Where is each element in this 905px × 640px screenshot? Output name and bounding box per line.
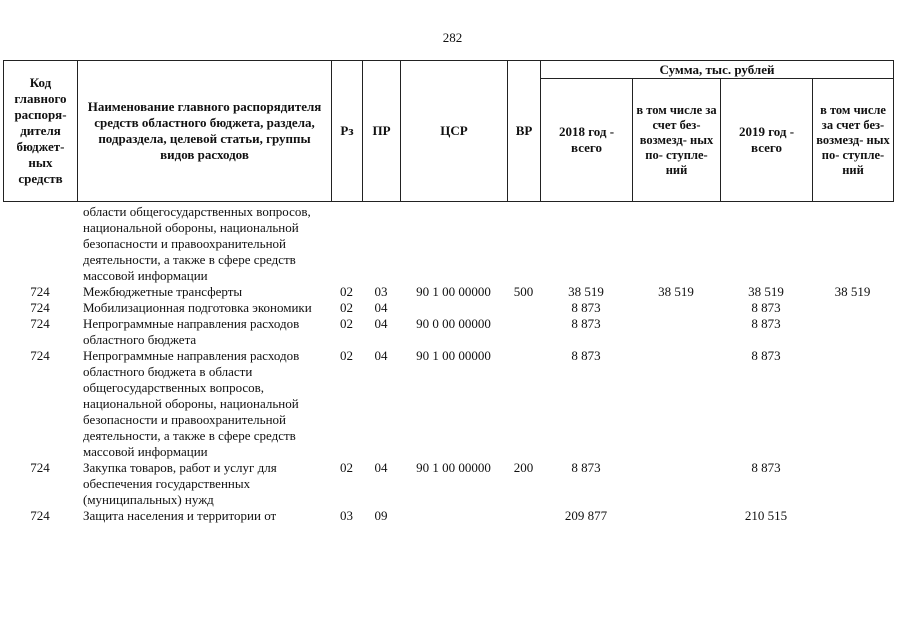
- cell-csr: [400, 204, 507, 284]
- cell-vr: 500: [513, 284, 534, 299]
- header-2018-incl: в том числе за счет без- возмезд- ных по- ступле- ний: [633, 79, 721, 202]
- header-2019: 2019 год - всего: [721, 79, 813, 202]
- cell-code: [3, 204, 77, 284]
- cell-rz: 02: [340, 316, 353, 331]
- cell-csr: 90 1 00 00000: [416, 348, 491, 363]
- cell-2019-incl: [812, 508, 893, 524]
- cell-pr: [362, 204, 400, 284]
- cell-2019-incl: [812, 460, 893, 508]
- cell-code: 724: [30, 316, 50, 331]
- cell-pr: 04: [374, 300, 388, 315]
- cell-csr: [400, 300, 507, 316]
- cell-csr: 90 1 00 00000: [416, 284, 491, 299]
- cell-2018: 8 873: [571, 460, 601, 475]
- cell-vr: [507, 300, 540, 316]
- header-name: Наименование главного распорядителя средств областного бюджета, раздела, подраздела, целевой статьи, группы видов расходов: [78, 61, 332, 202]
- cell-rz: [331, 204, 362, 284]
- cell-2018-incl: [632, 300, 720, 316]
- header-2018: 2018 год - всего: [541, 79, 633, 202]
- cell-name: Защита населения и территории от: [83, 508, 277, 523]
- cell-2018-incl: [632, 460, 720, 508]
- table-row: [3, 316, 893, 348]
- cell-name: области общегосударственных вопросов, национальной обороны, национальной безопасности и правоохранительной деятельности, а также в сфере средств массовой информации: [83, 204, 311, 283]
- cell-code: 724: [30, 300, 50, 315]
- cell-code: 724: [30, 508, 50, 523]
- cell-2019-incl: [812, 300, 893, 316]
- table-row: [3, 204, 893, 284]
- cell-pr: 04: [374, 460, 388, 475]
- header-code: Код главного распоря- дителя бюджет- ных средств: [4, 61, 78, 202]
- table-header: [3, 60, 894, 202]
- cell-vr: [507, 204, 540, 284]
- cell-rz: 02: [340, 284, 353, 299]
- cell-2018: 8 873: [571, 348, 601, 363]
- table-row: [3, 508, 893, 524]
- cell-2018: 38 519: [568, 284, 604, 299]
- cell-vr: [507, 348, 540, 460]
- cell-code: 724: [30, 348, 50, 363]
- header-rz: Рз: [332, 61, 363, 202]
- table-row: [3, 460, 893, 508]
- cell-csr: 90 0 00 00000: [416, 316, 491, 331]
- cell-pr: 04: [374, 316, 388, 331]
- cell-2018: 8 873: [571, 300, 601, 315]
- cell-2019-incl: 38 519: [834, 284, 871, 299]
- cell-rz: 02: [340, 300, 353, 315]
- cell-name: Непрограммные направления расходов областного бюджета: [83, 316, 300, 347]
- cell-2019: [720, 204, 812, 284]
- cell-name: Мобилизационная подготовка экономики: [83, 300, 312, 315]
- cell-name: Межбюджетные трансферты: [83, 284, 243, 299]
- table-row: [3, 284, 893, 300]
- cell-pr: 04: [374, 348, 388, 363]
- cell-2019: 8 873: [751, 348, 781, 363]
- cell-2018-incl: [632, 348, 720, 460]
- cell-rz: 02: [340, 460, 353, 475]
- table-row: [3, 348, 893, 460]
- cell-2018-incl: 38 519: [658, 284, 694, 299]
- cell-vr: 200: [513, 460, 534, 475]
- table-row: [3, 300, 893, 316]
- table-body: [3, 204, 893, 524]
- cell-2019-incl: [812, 348, 893, 460]
- header-2019-incl: в том числе за счет без- возмезд- ных по- ступле- ний: [813, 79, 894, 202]
- cell-pr: 09: [374, 508, 388, 523]
- page-number: 282: [442, 30, 463, 45]
- cell-2019-incl: [812, 316, 893, 348]
- cell-2019-incl: [812, 204, 893, 284]
- cell-2018: [540, 204, 632, 284]
- cell-2018-incl: [632, 204, 720, 284]
- cell-2018-incl: [632, 508, 720, 524]
- header-csr: ЦСР: [401, 61, 508, 202]
- cell-rz: 03: [340, 508, 353, 523]
- cell-csr: 90 1 00 00000: [416, 460, 491, 475]
- cell-csr: [400, 508, 507, 524]
- cell-pr: 03: [374, 284, 388, 299]
- cell-code: 724: [30, 284, 50, 299]
- cell-vr: [507, 508, 540, 524]
- cell-vr: [507, 316, 540, 348]
- cell-code: 724: [30, 460, 50, 475]
- cell-2019: 8 873: [751, 316, 781, 331]
- cell-2019: 38 519: [748, 284, 784, 299]
- cell-2019: 8 873: [751, 460, 781, 475]
- cell-2018-incl: [632, 316, 720, 348]
- cell-name: Закупка товаров, работ и услуг для обеспечения государственных (муниципальных) нужд: [83, 460, 277, 507]
- header-vr: ВР: [508, 61, 541, 202]
- cell-2019: 210 515: [744, 508, 788, 523]
- header-pr: ПР: [363, 61, 401, 202]
- cell-rz: 02: [340, 348, 353, 363]
- header-sum-group: Сумма, тыс. рублей: [541, 61, 894, 79]
- cell-2019: 8 873: [751, 300, 781, 315]
- cell-2018: 209 877: [564, 508, 608, 523]
- cell-2018: 8 873: [571, 316, 601, 331]
- cell-name: Непрограммные направления расходов областного бюджета в области общегосударственных вопросов, национальной обороны, национальной безопасности и правоохранительной деятельности, а также в сфере средств массовой информации: [83, 348, 300, 459]
